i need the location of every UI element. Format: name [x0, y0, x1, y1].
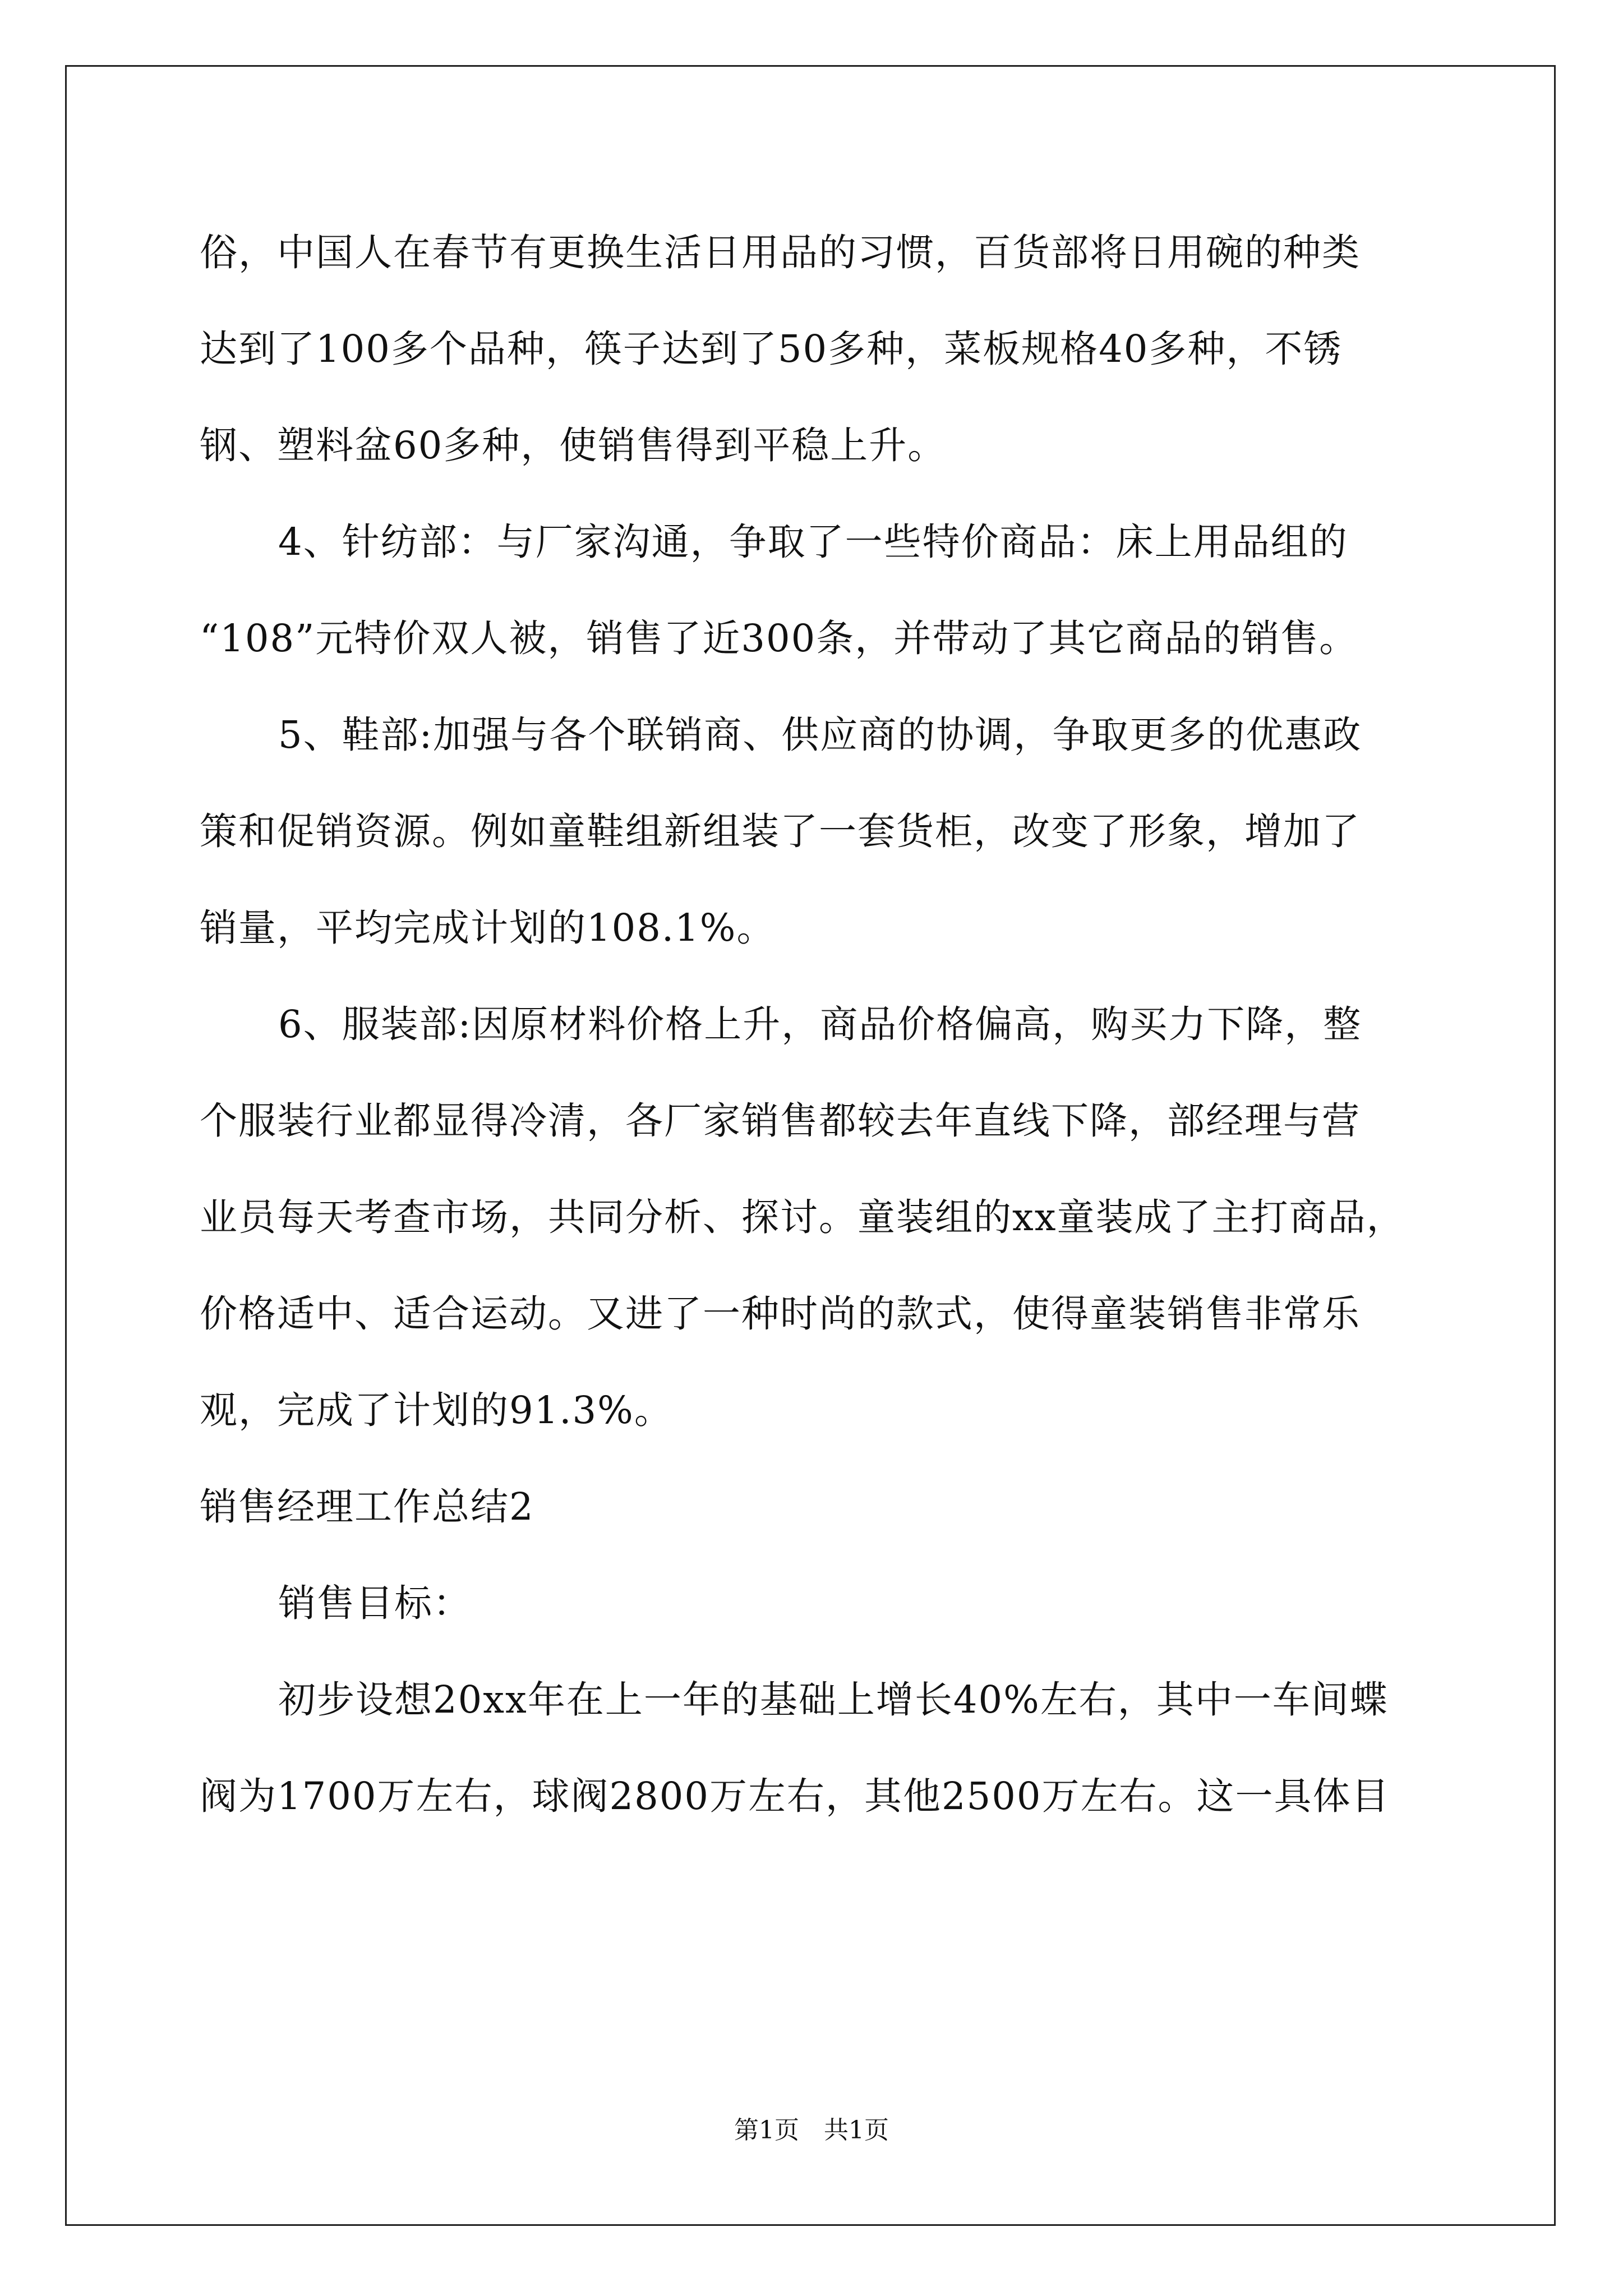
paragraph-line: 策和促销资源。例如童鞋组新组装了一套货柜，改变了形象，增加了 [200, 809, 1361, 853]
paragraph-line: 达到了100多个品种，筷子达到了50多种，菜板规格40多种，不锈 [200, 327, 1343, 371]
paragraph-line: 个服装行业都显得冷清，各厂家销售都较去年直线下降，部经理与营 [200, 1099, 1361, 1143]
paragraph-line-target: 初步设想20xx年在上一年的基础上增长40%左右，其中一车间蝶 [278, 1678, 1389, 1722]
document-body [200, 204, 1422, 1844]
paragraph-line: “108”元特价双人被，销售了近300条，并带动了其它商品的销售。 [200, 616, 1358, 660]
section-heading: 销售经理工作总结2 [200, 1485, 534, 1529]
page-footer: 第1页 共1页 [734, 2116, 889, 2145]
paragraph-line: 阀为1700万左右，球阀2800万左右，其他2500万左右。这一具体目 [200, 1774, 1390, 1818]
paragraph-line: 观，完成了计划的91.3%。 [200, 1388, 673, 1432]
paragraph-line: 价格适中、适合运动。又进了一种时尚的款式，使得童装销售非常乐 [200, 1292, 1361, 1336]
paragraph-line-apparel: 6、服装部:因原材料价格上升，商品价格偏高，购买力下降，整 [278, 1002, 1362, 1046]
paragraph-line: 销量，平均完成计划的108.1%。 [200, 906, 776, 950]
paragraph-line-knitwear: 4、针纺部：与厂家沟通，争取了一些特价商品：床上用品组的 [278, 520, 1348, 564]
paragraph-line-shoes: 5、鞋部:加强与各个联销商、供应商的协调，争取更多的优惠政 [278, 713, 1362, 757]
paragraph-line: 业员每天考查市场，共同分析、探讨。童装组的xx童装成了主打商品， [200, 1195, 1405, 1239]
paragraph-line: 钢、塑料盆60多种，使销售得到平稳上升。 [200, 424, 947, 467]
paragraph-line: 俗，中国人在春节有更换生活日用品的习惯，百货部将日用碗的种类 [200, 231, 1361, 274]
subheading-sales-target: 销售目标： [278, 1581, 472, 1625]
